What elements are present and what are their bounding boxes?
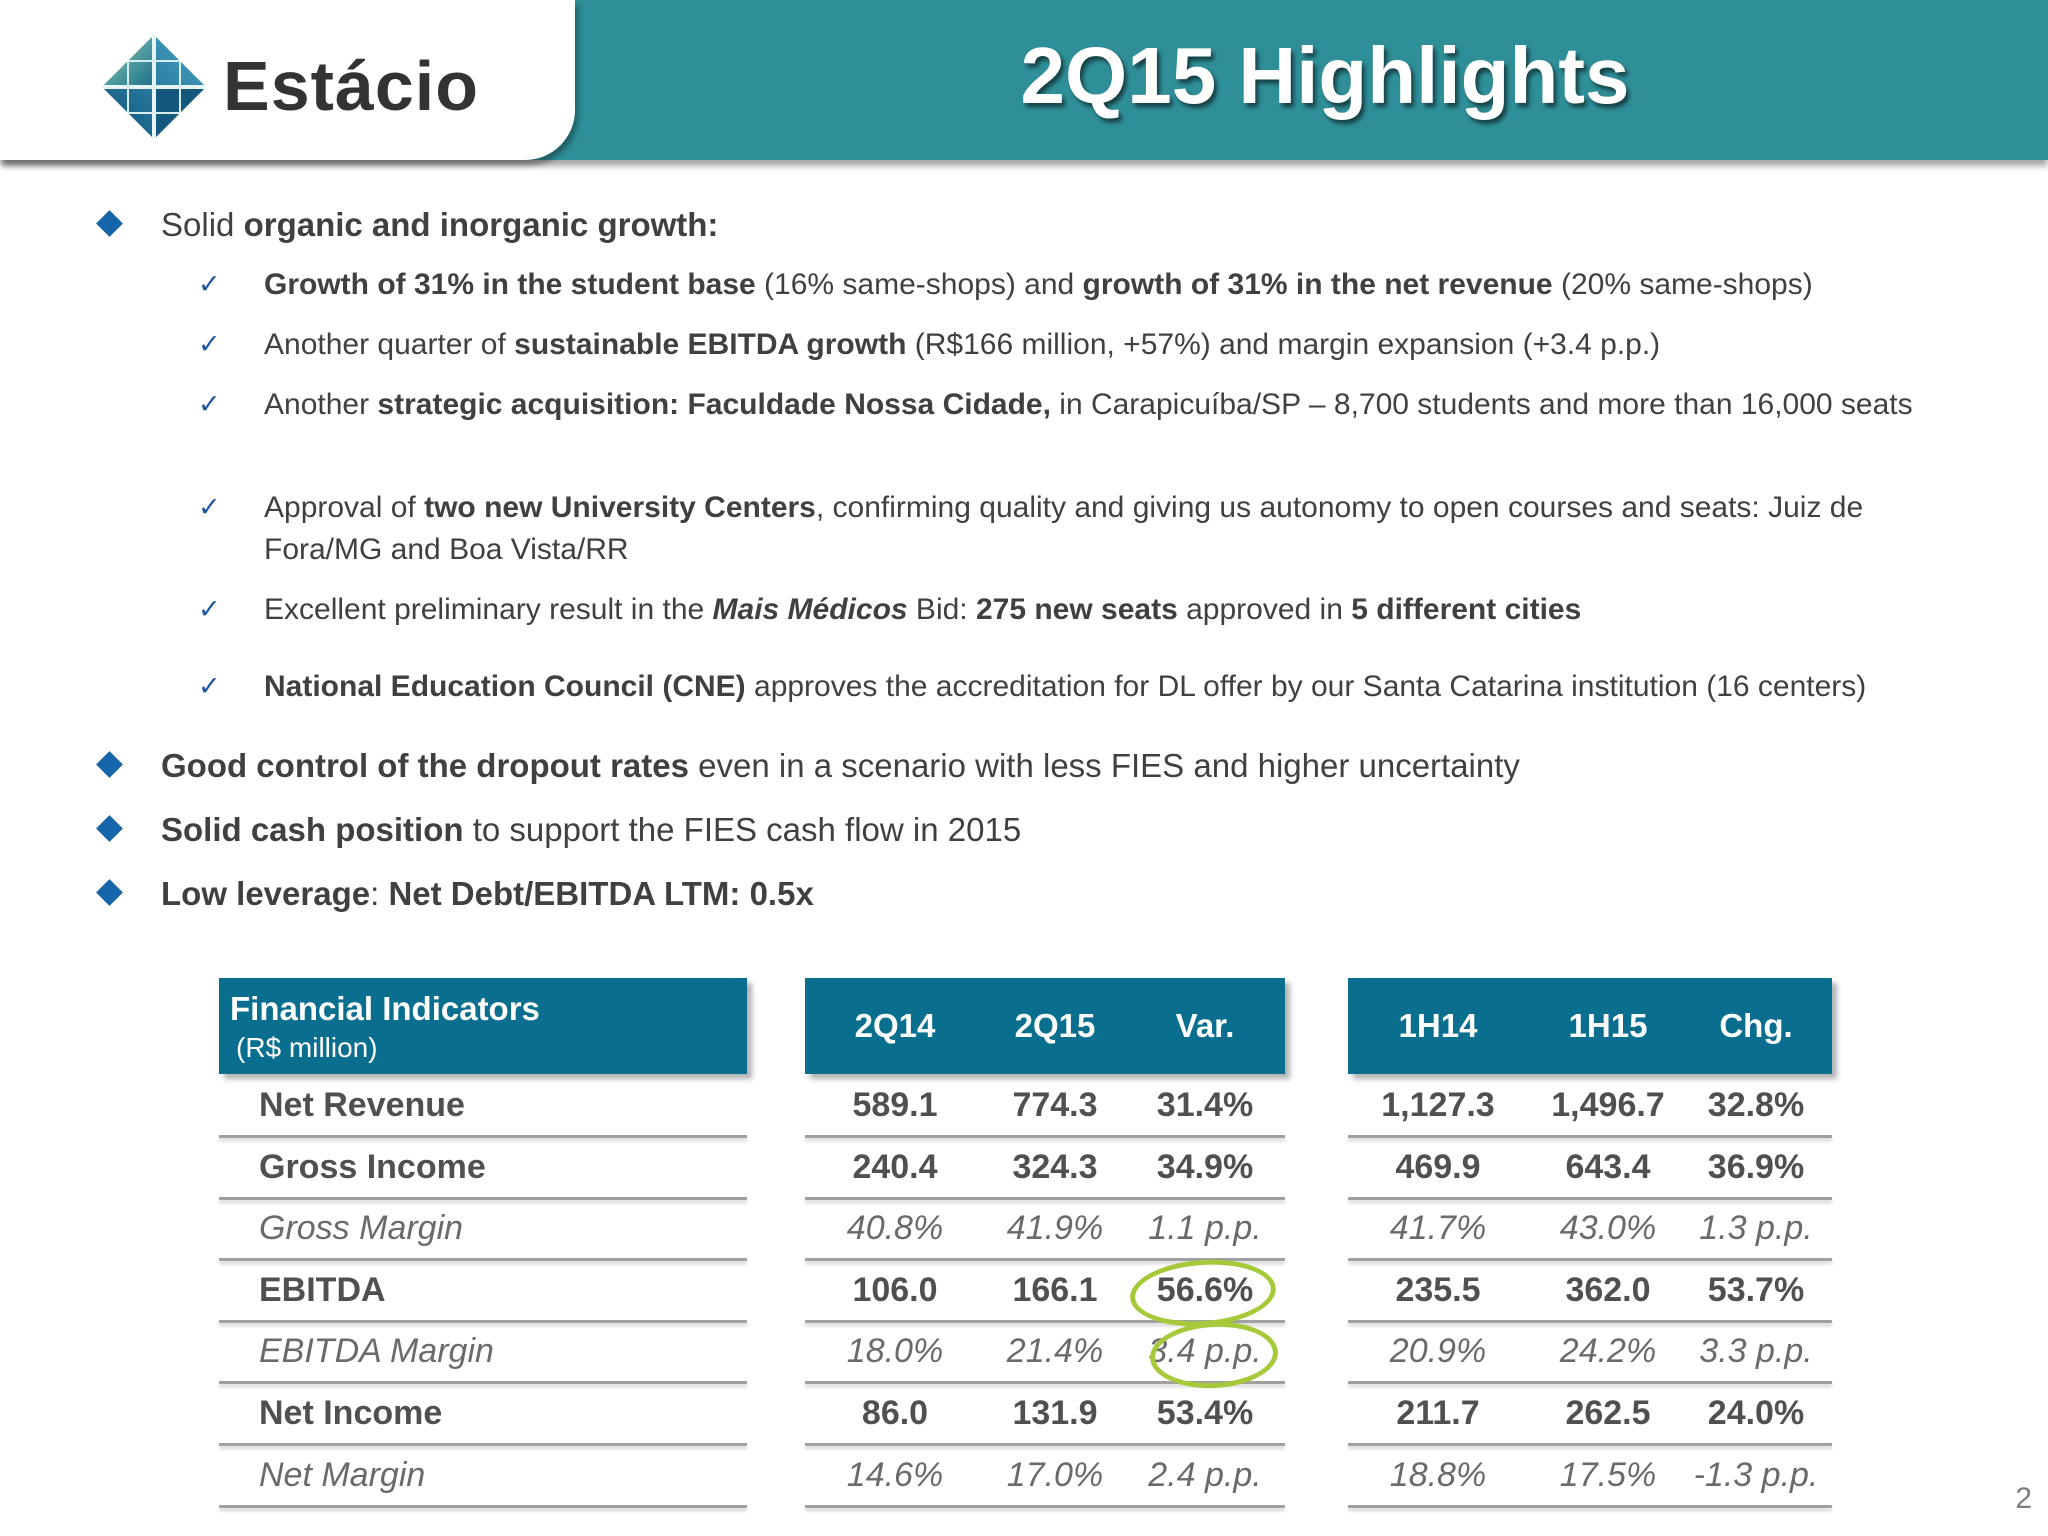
- table-cell: 106.0: [852, 1271, 938, 1309]
- table-row-net-revenue-quarter: [805, 1078, 1285, 1138]
- table-cell: 3.3 p.p.: [1699, 1332, 1813, 1370]
- table-cell: 43.0%: [1559, 1209, 1657, 1247]
- table-subtitle: (R$ million): [236, 1032, 378, 1063]
- table-cell: 17.5%: [1559, 1456, 1657, 1494]
- diamond-bullet-icon: [96, 879, 123, 906]
- diamond-bullet-icon: [96, 815, 123, 842]
- table-cell: 17.0%: [1006, 1456, 1104, 1494]
- table-cell: 166.1: [1012, 1271, 1098, 1309]
- table-cell: 469.9: [1395, 1148, 1481, 1186]
- logo-panel: [0, 0, 575, 160]
- table-cell: 31.4%: [1156, 1086, 1254, 1124]
- table-cell: 1.3 p.p.: [1699, 1209, 1813, 1247]
- table-cell: 24.2%: [1559, 1332, 1657, 1370]
- table-cell: 34.9%: [1156, 1148, 1254, 1186]
- column-header-2q15: 2Q15: [1014, 1007, 1096, 1044]
- row-divider: [219, 1381, 747, 1384]
- table-cell: 240.4: [852, 1148, 938, 1186]
- checkmark-icon: ✓: [198, 269, 221, 300]
- table-row-gross-margin-quarter: [805, 1201, 1285, 1261]
- table-cell: 131.9: [1012, 1394, 1098, 1432]
- table-cell: 643.4: [1565, 1148, 1651, 1186]
- table-row-gross-income: [219, 1140, 747, 1200]
- table-cell: 36.9%: [1707, 1148, 1805, 1186]
- table-cell: 86.0: [861, 1394, 929, 1432]
- table-row-net-income-half: [1348, 1386, 1832, 1446]
- checkmark-icon: ✓: [198, 594, 221, 625]
- table-cell: 56.6%: [1156, 1271, 1254, 1309]
- table-cell: 2.4 p.p.: [1148, 1456, 1262, 1494]
- table-row-gross-income-quarter: [805, 1140, 1285, 1200]
- column-header-1h14: 1H14: [1398, 1007, 1478, 1044]
- checkmark-icon: ✓: [198, 492, 221, 523]
- table-cell: 262.5: [1565, 1394, 1651, 1432]
- row-divider: [805, 1197, 1285, 1200]
- table-cell: -1.3 p.p.: [1693, 1456, 1819, 1494]
- table-cell: 41.9%: [1006, 1209, 1104, 1247]
- row-divider: [219, 1443, 747, 1446]
- table-title: Financial Indicators: [230, 990, 540, 1027]
- table-row-net-income: [219, 1386, 747, 1446]
- table-cell: 362.0: [1565, 1271, 1651, 1309]
- table-cell: 18.0%: [846, 1332, 944, 1370]
- row-label: Net Income: [259, 1394, 443, 1432]
- row-divider: [1348, 1505, 1832, 1508]
- row-label: EBITDA: [259, 1271, 386, 1309]
- table-cell: 40.8%: [846, 1209, 944, 1247]
- table-cell: 1,127.3: [1381, 1086, 1495, 1124]
- row-divider: [219, 1258, 747, 1261]
- row-divider: [1348, 1197, 1832, 1200]
- row-divider: [219, 1135, 747, 1138]
- row-divider: [1348, 1320, 1832, 1323]
- table-cell: 53.4%: [1156, 1394, 1254, 1432]
- table-header-indicators: [219, 978, 747, 1074]
- row-divider: [1348, 1381, 1832, 1384]
- table-cell: 774.3: [1012, 1086, 1098, 1124]
- table-row-gross-margin: [219, 1201, 747, 1261]
- column-header-chg: Chg.: [1719, 1007, 1793, 1044]
- table-cell: 589.1: [852, 1086, 938, 1124]
- checkmark-icon: ✓: [198, 389, 221, 420]
- table-cell: 324.3: [1012, 1148, 1098, 1186]
- row-divider: [219, 1505, 747, 1508]
- table-cell: 3.4 p.p.: [1148, 1332, 1262, 1370]
- table-cell: 1.1 p.p.: [1148, 1209, 1262, 1247]
- checkmark-icon: ✓: [198, 329, 221, 360]
- table-cell: 18.8%: [1389, 1456, 1487, 1494]
- row-label: Gross Income: [259, 1148, 486, 1186]
- table-row-ebitda-margin: [219, 1324, 747, 1384]
- page-title: 2Q15 Highlights: [1020, 31, 1630, 120]
- table-row-net-margin: [219, 1448, 747, 1508]
- row-divider: [805, 1443, 1285, 1446]
- table-header-quarter: [805, 978, 1285, 1074]
- row-divider: [805, 1505, 1285, 1508]
- table-cell: 53.7%: [1707, 1271, 1805, 1309]
- row-divider: [1348, 1258, 1832, 1261]
- row-label: EBITDA Margin: [259, 1332, 494, 1370]
- checkmark-icon: ✓: [198, 671, 221, 702]
- table-cell: 14.6%: [846, 1456, 944, 1494]
- column-header-1h15: 1H15: [1568, 1007, 1648, 1044]
- page-number: 2: [2015, 1482, 2032, 1515]
- diamond-bullet-icon: [96, 751, 123, 778]
- table-row-net-margin-quarter: [805, 1448, 1285, 1508]
- table-row-net-margin-half: [1348, 1448, 1832, 1508]
- row-label: Gross Margin: [259, 1209, 464, 1247]
- table-cell: 235.5: [1395, 1271, 1481, 1309]
- table-cell: 21.4%: [1006, 1332, 1104, 1370]
- table-header-half: [1348, 978, 1832, 1074]
- table-cell: 1,496.7: [1551, 1086, 1665, 1124]
- table-row-net-revenue: [219, 1078, 747, 1138]
- diamond-bullet-icon: [96, 210, 123, 237]
- row-divider: [219, 1197, 747, 1200]
- column-header-var: Var.: [1175, 1007, 1235, 1044]
- column-header-2q14: 2Q14: [854, 1007, 936, 1044]
- table-row-ebitda-margin-half: [1348, 1324, 1832, 1384]
- row-label: Net Revenue: [259, 1086, 465, 1124]
- row-label: Net Margin: [259, 1456, 426, 1494]
- table-row-ebitda: [219, 1263, 747, 1323]
- row-divider: [1348, 1135, 1832, 1138]
- row-divider: [219, 1320, 747, 1323]
- logo-text: Estácio: [223, 47, 479, 125]
- table-row-ebitda-half: [1348, 1263, 1832, 1323]
- table-cell: 20.9%: [1389, 1332, 1487, 1370]
- table-row-net-revenue-half: [1348, 1078, 1832, 1138]
- table-row-gross-margin-half: [1348, 1201, 1832, 1261]
- table-cell: 24.0%: [1707, 1394, 1805, 1432]
- table-row-gross-income-half: [1348, 1140, 1832, 1200]
- estacio-logo-icon: [100, 33, 208, 141]
- table-cell: 41.7%: [1389, 1209, 1487, 1247]
- row-divider: [1348, 1443, 1832, 1446]
- table-cell: 32.8%: [1707, 1086, 1805, 1124]
- row-divider: [805, 1135, 1285, 1138]
- table-cell: 211.7: [1396, 1394, 1480, 1432]
- table-row-net-income-quarter: [805, 1386, 1285, 1446]
